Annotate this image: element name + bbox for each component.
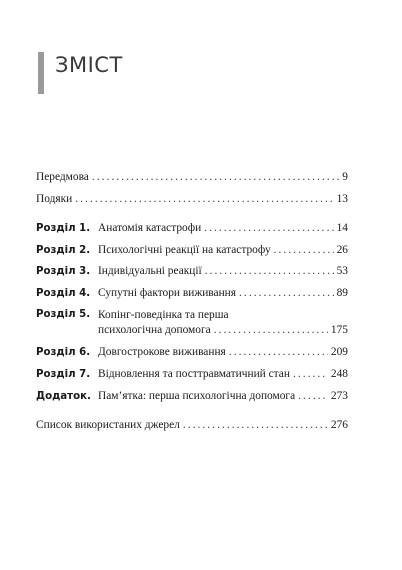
heading-bar [38,52,44,94]
toc-page-number: 209 [330,346,348,358]
toc-leader-dots [92,170,339,184]
toc-title-line-1: Копінг-поведінка та перша [98,309,229,321]
toc-entry-chapter-1[interactable] [36,221,348,236]
toc-title: Список використаних джерел [36,419,180,431]
toc-title: Довгострокове виживання [98,346,226,358]
toc-chapter-label: Розділ 4. [36,288,91,299]
page-title: ЗМІСТ [55,53,123,77]
toc-chapter-label: Розділ 3. [36,266,91,277]
toc-entry-chapter-3[interactable] [36,264,348,279]
toc-leader-dots [204,221,333,235]
toc-entry-chapter-6[interactable] [36,345,348,360]
toc-leader-dots [75,192,333,206]
toc-leader-dots [298,389,328,403]
toc-chapter-label: Розділ 2. [36,245,91,256]
toc-chapter-label: Додаток. [36,391,91,402]
toc-chapter-label: Розділ 5. [36,309,91,320]
toc-title: Індивідуальні реакції [98,265,202,277]
toc-leader-dots [183,418,328,432]
toc-leader-dots [239,286,334,300]
toc-title: Психологічні реакції на катастрофу [98,244,271,256]
toc-page-number: 276 [330,419,348,431]
toc-page-number: 9 [342,171,348,183]
toc-leader-dots [214,323,328,337]
toc-page-number: 89 [336,287,348,299]
toc-page-number: 175 [330,324,348,336]
toc-title: Подяки [36,193,73,205]
toc-page-number: 13 [336,193,348,205]
toc-page-number: 53 [336,265,348,277]
toc-title: Супутні фактори виживання [98,287,237,299]
toc-title: Анатомія катастрофи [98,222,202,234]
toc-title: Пам’ятка: перша психологічна допомога [98,390,296,402]
toc-page-number: 273 [330,390,348,402]
toc-page-number: 26 [336,244,348,256]
toc-chapter-label: Розділ 6. [36,347,91,358]
toc-title-line-2: психологічна допомога [98,324,211,336]
toc-entry-chapter-4[interactable] [36,286,348,301]
toc-leader-dots [229,345,328,359]
toc-entry-chapter-5[interactable] [36,308,348,338]
toc-entry-chapter-2[interactable] [36,243,348,258]
toc-leader-dots [274,243,334,257]
toc-leader-dots [205,264,334,278]
toc-title: Відновлення та посттравматичний стан [98,368,290,380]
toc-page-number: 248 [330,368,348,380]
toc-leader-dots [293,367,328,381]
toc-chapter-label: Розділ 7. [36,369,91,380]
toc-entry-chapter-7[interactable] [36,367,348,382]
toc-entry-references[interactable] [36,418,348,432]
toc-chapter-label: Розділ 1. [36,223,91,234]
toc-title: Передмова [36,171,89,183]
toc-entry-acknowledgements[interactable] [36,192,348,206]
toc-entry-foreword[interactable] [36,170,348,184]
toc-page-number: 14 [336,222,348,234]
toc-entry-appendix[interactable] [36,389,348,404]
